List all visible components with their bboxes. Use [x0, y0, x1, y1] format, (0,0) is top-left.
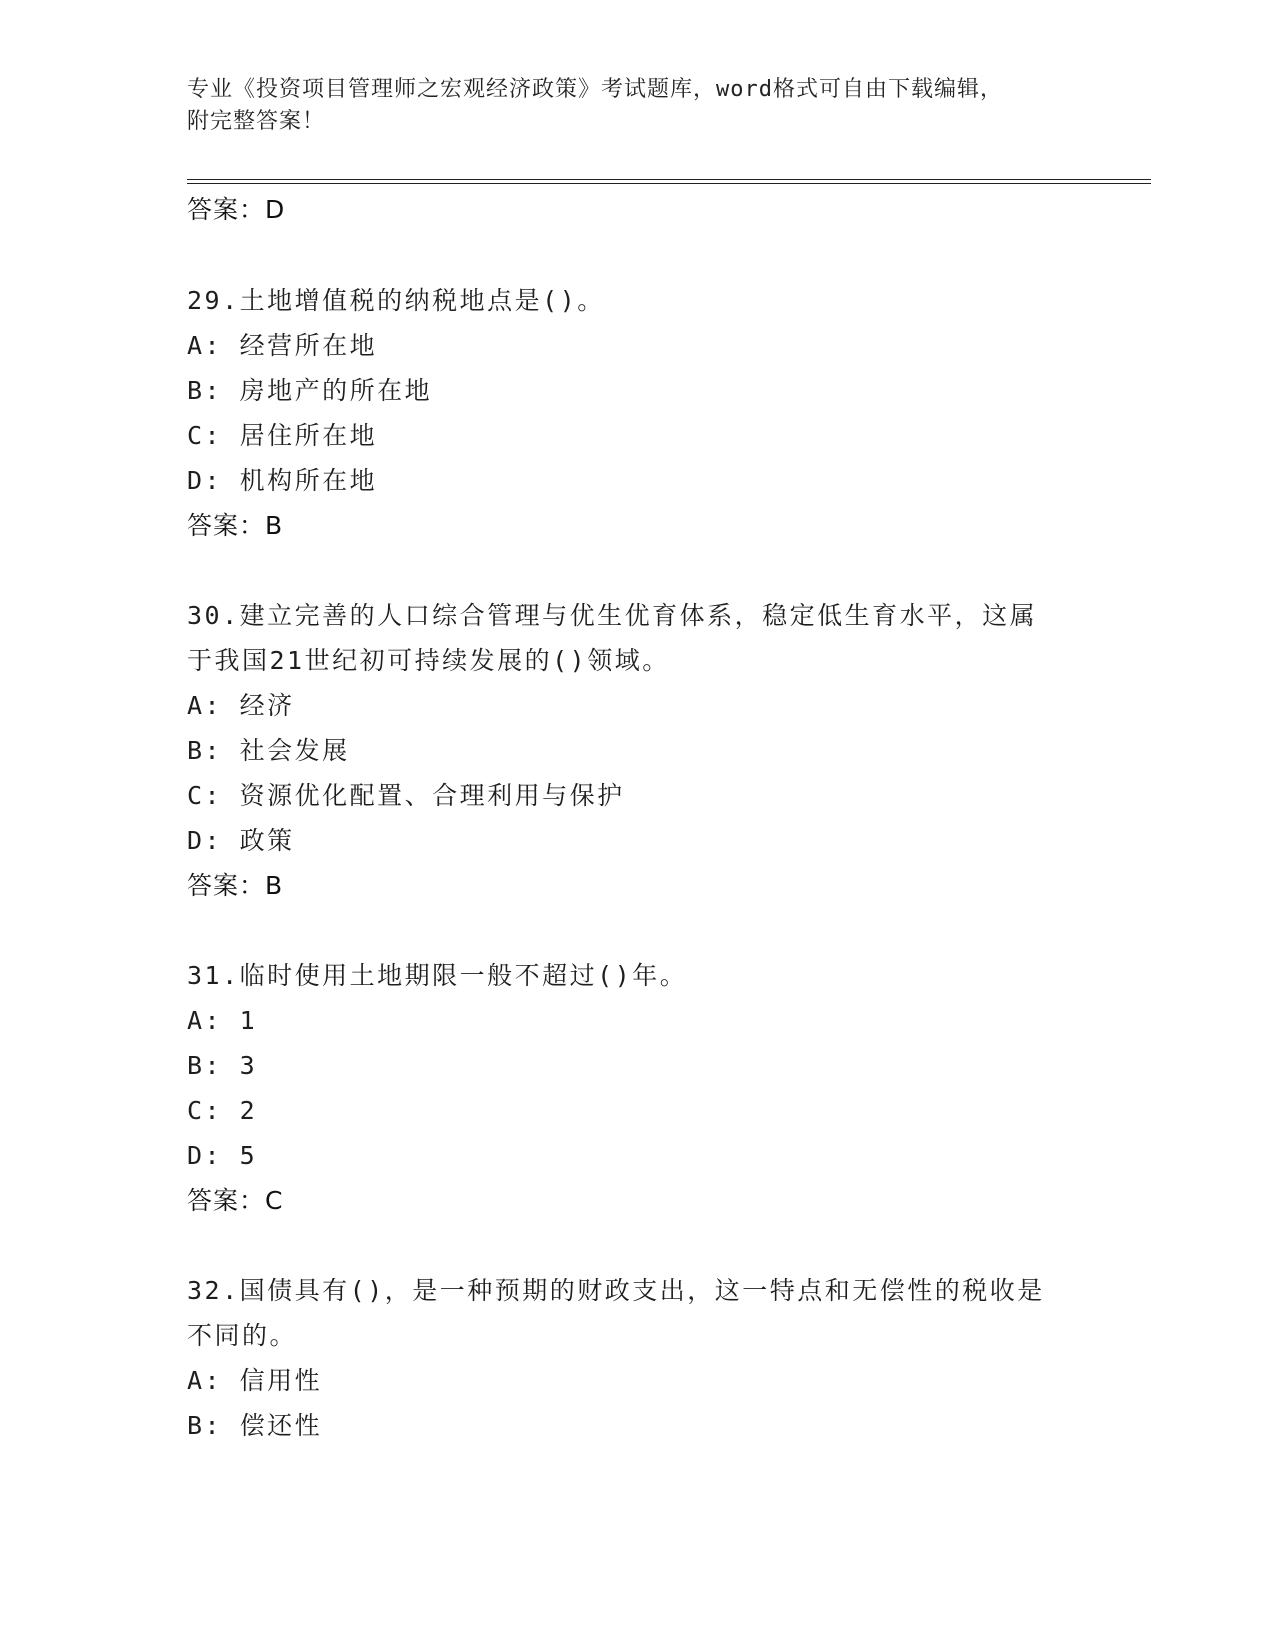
answer-prev: 答案：D: [187, 195, 286, 224]
question-29-option-d: D: 机构所在地: [187, 466, 378, 495]
question-31-answer: 答案：C: [187, 1186, 284, 1215]
question-31-option-b: B: 3: [187, 1051, 258, 1080]
question-30-stem-line-2: 于我国21世纪初可持续发展的()领域。: [187, 646, 670, 675]
question-30-option-b: B: 社会发展: [187, 736, 350, 765]
question-32-stem-line-1: 32.国债具有()，是一种预期的财政支出，这一特点和无偿性的税收是: [187, 1276, 1045, 1305]
header-line-1: 专业《投资项目管理师之宏观经济政策》考试题库，word格式可自由下载编辑，: [187, 77, 1003, 102]
question-32-option-b: B: 偿还性: [187, 1411, 323, 1440]
question-29-option-c: C: 居住所在地: [187, 421, 378, 450]
question-31-option-a: A: 1: [187, 1006, 258, 1035]
question-29-option-b: B: 房地产的所在地: [187, 376, 433, 405]
question-30-option-a: A: 经济: [187, 691, 295, 720]
question-30-option-d: D: 政策: [187, 826, 295, 855]
question-29-stem: 29.土地增值税的纳税地点是()。: [187, 286, 605, 315]
document-header: [187, 74, 1087, 138]
question-31-stem: 31.临时使用土地期限一般不超过()年。: [187, 961, 688, 990]
question-31-option-d: D: 5: [187, 1141, 258, 1170]
header-divider-bottom: [187, 183, 1151, 184]
question-32-stem-line-2: 不同的。: [187, 1321, 298, 1350]
question-30-answer: 答案：B: [187, 871, 284, 900]
header-divider-top: [187, 179, 1151, 180]
question-30-stem-line-1: 30.建立完善的人口综合管理与优生优育体系，稳定低生育水平，这属: [187, 601, 1038, 630]
question-29-option-a: A: 经营所在地: [187, 331, 378, 360]
header-line-2: 附完整答案！: [187, 109, 326, 134]
question-32-option-a: A: 信用性: [187, 1366, 323, 1395]
question-29-answer: 答案：B: [187, 511, 284, 540]
question-31-option-c: C: 2: [187, 1096, 258, 1125]
question-30-option-c: C: 资源优化配置、合理利用与保护: [187, 781, 625, 810]
